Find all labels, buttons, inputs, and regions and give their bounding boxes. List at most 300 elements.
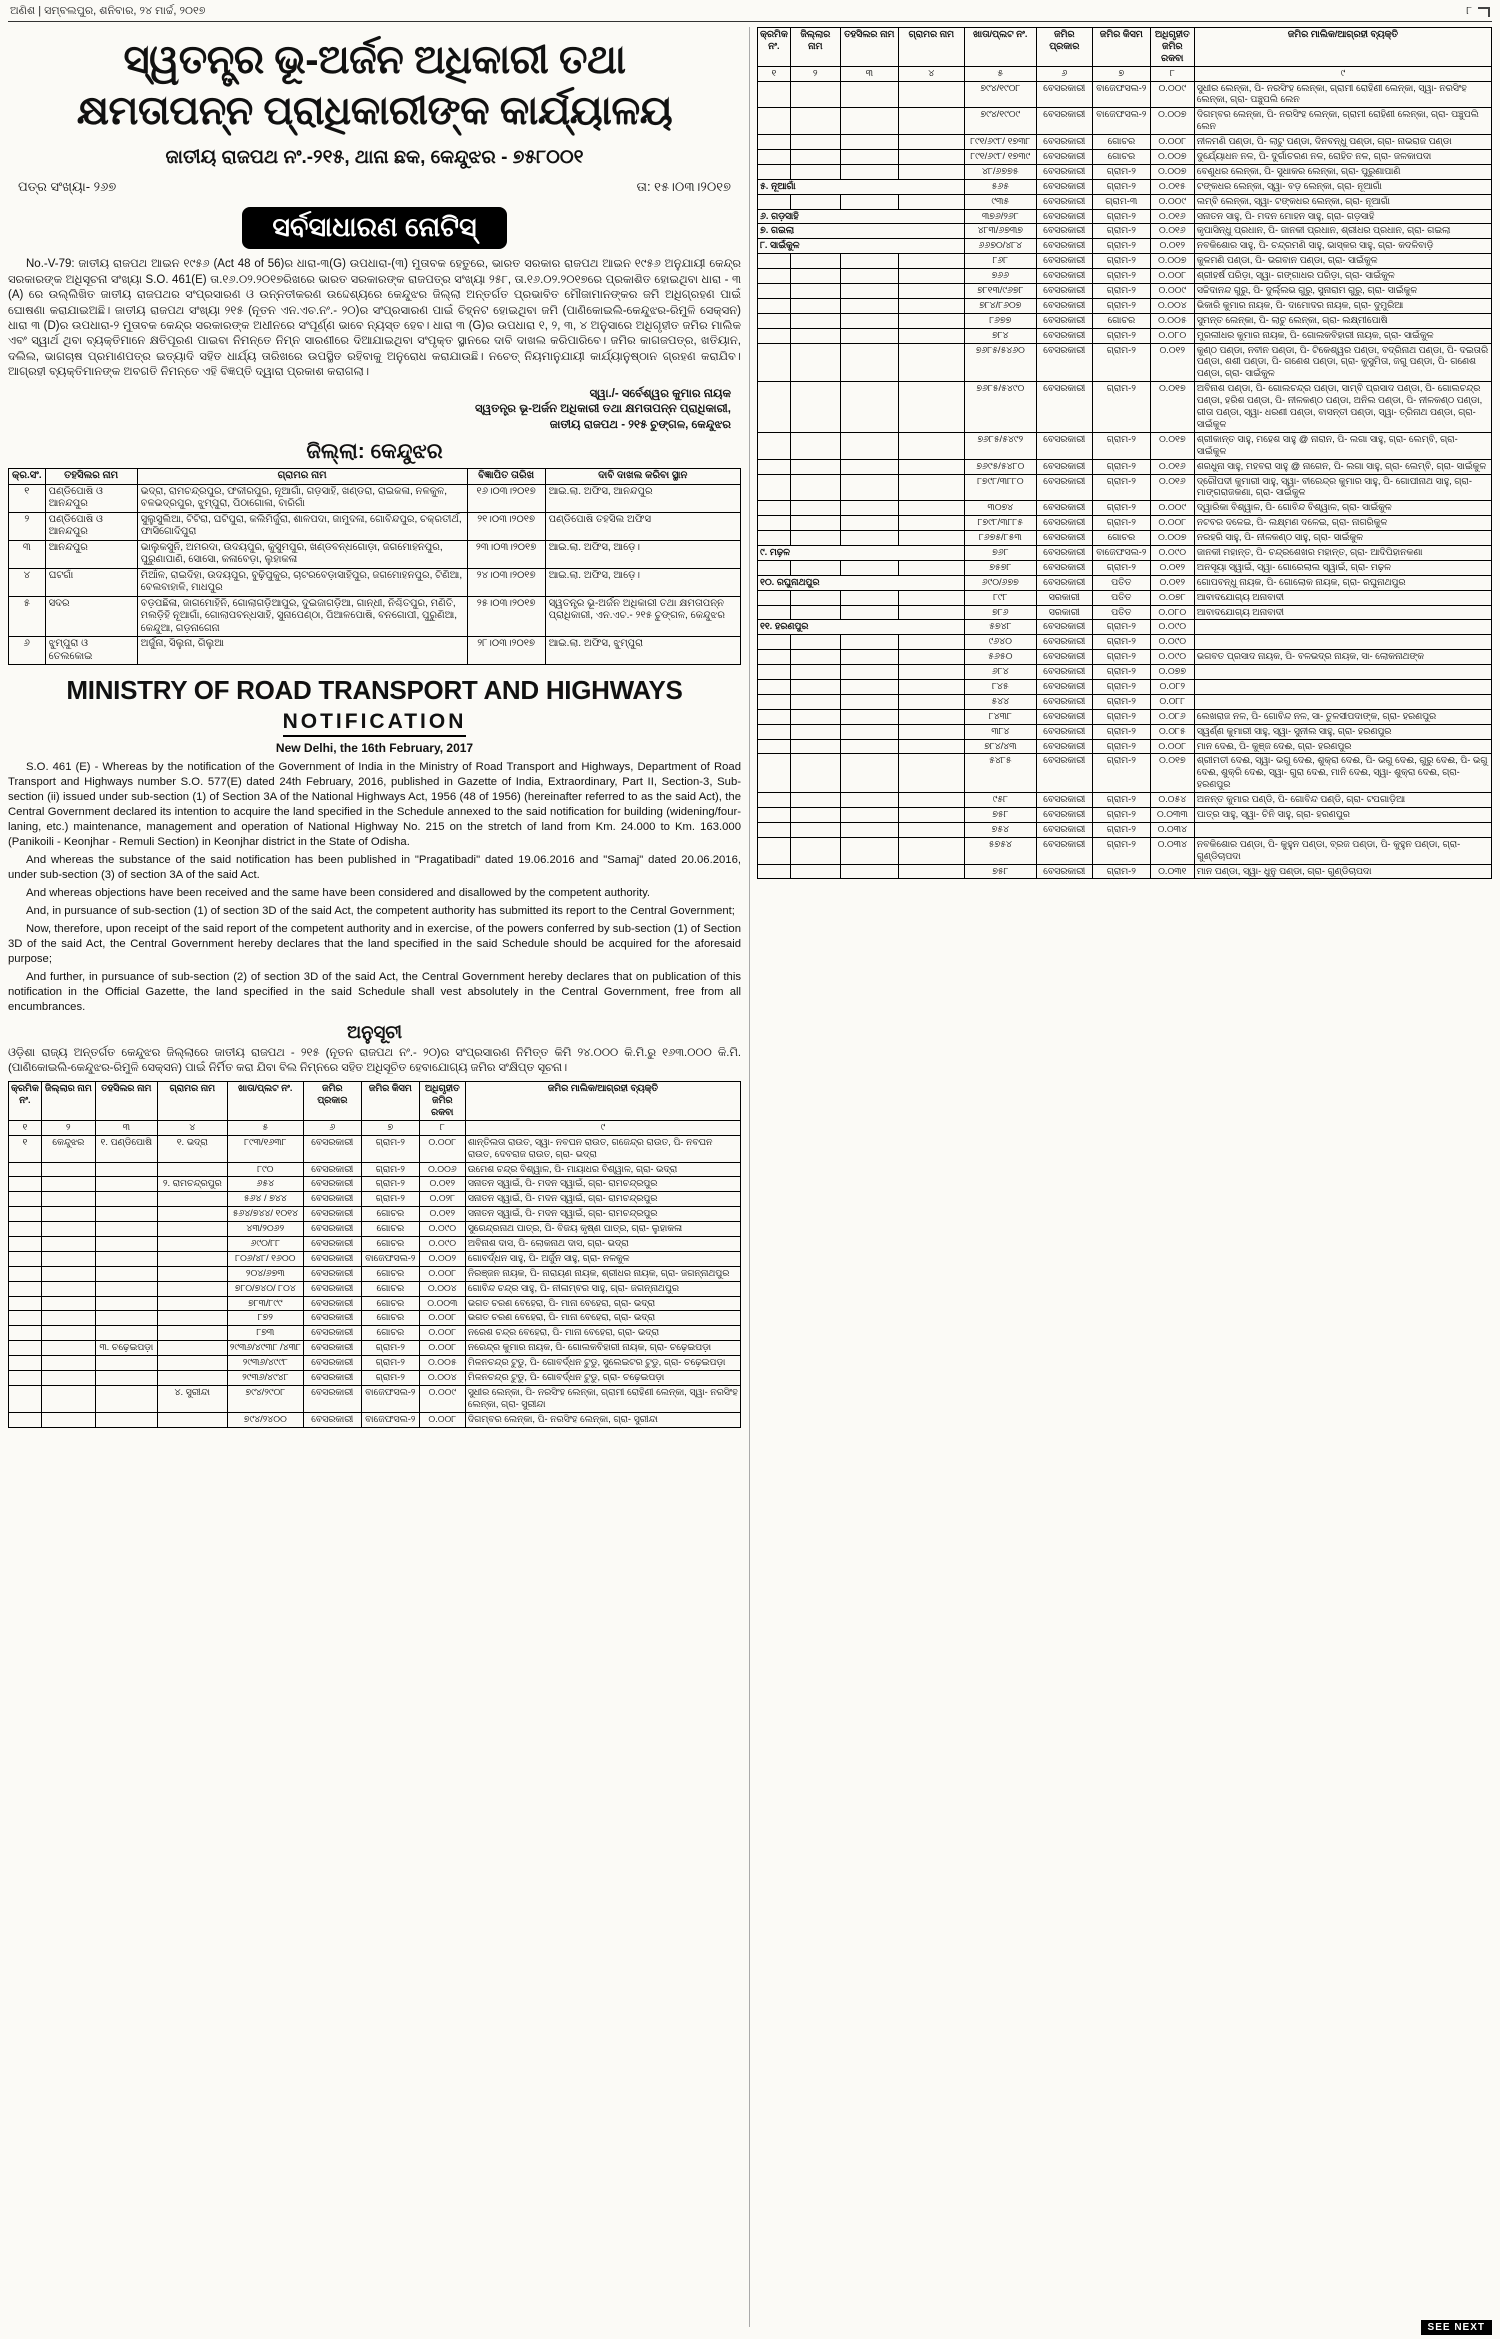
- district-cell: କେନ୍ଦୁଝର: [41, 1135, 95, 1162]
- header-cell: ଗ୍ରାମର ନାମ: [157, 1082, 227, 1121]
- district-cell: [790, 135, 840, 150]
- sl-cell: [758, 194, 791, 209]
- kind-cell: ଗ୍ରାମ-୨: [1092, 635, 1150, 650]
- village-cell: [898, 724, 964, 739]
- kind-cell: ଗୋଚର: [361, 1311, 419, 1326]
- header-cell: ୧: [9, 1120, 42, 1135]
- village-cell: [157, 1266, 227, 1281]
- area-cell: ୦.୦୮୬: [1150, 709, 1194, 724]
- area-cell: ୦.୦୩୩: [1150, 807, 1194, 822]
- sl-cell: [758, 432, 791, 459]
- district-cell: [790, 382, 840, 433]
- office-title-line2: କ୍ଷମତାପନ୍ନ ପ୍ରାଧିକାରୀଙ୍କ କାର୍ଯ୍ୟାଳୟ: [76, 89, 673, 134]
- table-row: [9, 1356, 741, 1371]
- page-number: ୮: [1466, 5, 1472, 17]
- tehsil-cell: [840, 382, 898, 433]
- tehsil-cell: [95, 1296, 157, 1311]
- area-cell: ୦.୦୧୬: [1150, 459, 1194, 474]
- tehsil-cell: [95, 1412, 157, 1427]
- table-row: [758, 620, 1492, 635]
- owner-cell: [1194, 694, 1491, 709]
- district-cell: [790, 837, 840, 864]
- header-cell: ଜମିର ମାଲିକ/ଆଗ୍ରହୀ ବ୍ୟକ୍ତି: [1194, 28, 1491, 67]
- khata-cell: ୭୮୦/୭୪୦/ ୮୦୪: [227, 1281, 303, 1296]
- header-cell: ୮: [419, 1120, 465, 1135]
- village-cell: [898, 739, 964, 754]
- sl-cell: [9, 1341, 42, 1356]
- khata-cell: ୪୩/୨୦୬୨: [227, 1222, 303, 1237]
- area-cell: ୦.୦୧୭: [1150, 754, 1194, 793]
- type-cell: ବେସରକାରୀ: [1036, 793, 1092, 808]
- tehsil-cell: [840, 739, 898, 754]
- kind-cell: ଗୋଚର: [361, 1237, 419, 1252]
- kind-cell: ବାଜେଫସଲ-୨: [361, 1251, 419, 1266]
- khata-cell: ୭୬୯୫/୫୪୮୦: [964, 459, 1036, 474]
- district-cell: [790, 108, 840, 135]
- owner-cell: ଭଗବତ ପ୍ରସାଦ ନାୟକ, ପି- ବଳଭଦ୍ର ନାୟକ, ସା- ଲୋକନାଥଙ୍କ: [1194, 650, 1491, 665]
- table-row: [9, 1385, 741, 1412]
- table-row: [9, 1162, 741, 1177]
- district-cell: [790, 254, 840, 269]
- khata-cell: ୭୫୭୮: [964, 560, 1036, 575]
- area-cell: ୦.୦୦୫: [1150, 313, 1194, 328]
- owner-cell: ଶ୍ରୀମତୀ ଦେଈ, ସ୍ୱା- ଭଗୁ ଦେଈ, ଶୁକ୍ରା ଦେଈ, ପି- ଭଗୁ ଦେଈ, ଗୁରୁ ଦେଈ, ପି- ଭଗୁ ଦେଈ, ଶୁକ୍ରି ଦେଈ, ସ୍ୱା- ଗୁରା ଦେଈ, ମାନି ଦେଈ, ସ୍ୱା- ଶୁକ୍ରା ଦେଈ, ଗ୍ରା- ହରଣପୁର: [1194, 754, 1491, 793]
- kind-cell: ଗ୍ରାମ-୨: [1092, 209, 1150, 224]
- sl-cell: [9, 1266, 42, 1281]
- district-cell: [790, 164, 840, 179]
- tehsil-cell: [95, 1251, 157, 1266]
- kind-cell: ଗ୍ରାମ-୨: [1092, 382, 1150, 433]
- kind-cell: ଗ୍ରାମ-୨: [1092, 328, 1150, 343]
- kind-cell: ଗ୍ରାମ-୨: [1092, 516, 1150, 531]
- header-cell: କ୍ରମିକ ନଂ.: [758, 28, 791, 67]
- area-cell: ୦.୦୧୨: [1150, 560, 1194, 575]
- kind-cell: ଗୋଚର: [361, 1266, 419, 1281]
- sl-cell: [758, 459, 791, 474]
- village-cell: [898, 605, 964, 620]
- sl-cell: [758, 754, 791, 793]
- khata-cell: ୭୯୪/୧୯୦୯: [964, 108, 1036, 135]
- village-cell: [898, 298, 964, 313]
- header-cell: ୨: [41, 1120, 95, 1135]
- tehsil-cell: [95, 1311, 157, 1326]
- khata-cell: ୮୭୩: [227, 1326, 303, 1341]
- sl-cell: [758, 150, 791, 165]
- area-cell: ୦.୦୦୫: [419, 1356, 465, 1371]
- owner-cell: ନରେନ୍ଦ୍ର କୁମାର ନାୟକ, ପି- ଗୋଲକବିହାରୀ ନାୟକ, ଗ୍ରା- ଚଢ଼େଇପଡ଼ା: [465, 1341, 740, 1356]
- owner-cell: ନୀଳମଣି ପଣ୍ଡା, ପି- ଲାଟୁ ପଣ୍ଡା, ଦିନବନ୍ଧୁ ପଣ୍ଡା, ଗ୍ରା- ନାଭରାଜ ପଣ୍ଡା: [1194, 135, 1491, 150]
- sl-cell: [758, 313, 791, 328]
- district-cell: [41, 1281, 95, 1296]
- table-row: [758, 793, 1492, 808]
- header-cell: କ୍ର.ସଂ.: [9, 469, 46, 485]
- type-cell: ବେସରକାରୀ: [1036, 822, 1092, 837]
- khata-cell: ୫୬୪ / ୭୪୪: [227, 1192, 303, 1207]
- owner-cell: ସ୍ୱର୍ଣ୍ଣ କୁମାରୀ ସାହୁ, ସ୍ୱା- ସୁନୀଲ ସାହୁ, ଗ୍ରା- ହରଣପୁର: [1194, 724, 1491, 739]
- tehsil-cell: [840, 531, 898, 546]
- khata-cell: ୭୬୬: [964, 269, 1036, 284]
- type-cell: ବେସରକାରୀ: [303, 1281, 361, 1296]
- type-cell: ବେସରକାରୀ: [1036, 650, 1092, 665]
- tehsil-cell: [840, 516, 898, 531]
- notification-heading-wrap: [8, 710, 741, 737]
- type-cell: ବେସରକାରୀ: [1036, 545, 1092, 560]
- sl-cell: [758, 254, 791, 269]
- kind-cell: ଗ୍ରାମ-୨: [1092, 224, 1150, 239]
- khata-cell: ୬୮୪: [964, 665, 1036, 680]
- owner-cell: ଅବିନାଶ ଦାସ, ପି- ଲୋକନାଥ ଦାସ, ଗ୍ରା- ଭଦ୍ରା: [465, 1237, 740, 1252]
- place-cell: ସ୍ୱତନ୍ତ୍ର ଭୂ-ଅର୍ଜନ ଅଧିକାରୀ ତଥା କ୍ଷମତାପନ୍ନ ପ୍ରାଧିକାରୀ, ଏନ.ଏଚ.- ୨୧୫ ଚୁଙ୍ଗଳ, କେନ୍ଦୁଝର: [545, 596, 740, 637]
- table-row: [758, 590, 1492, 605]
- table-row: [9, 1266, 741, 1281]
- header-cell: ଦାବି ଦାଖଲ କରିବା ସ୍ଥାନ: [545, 469, 740, 485]
- header-cell: ୩: [95, 1120, 157, 1135]
- khata-cell: ୫୬୫: [964, 179, 1036, 194]
- header-cell: ଜିଲ୍ଲାର ନାମ: [790, 28, 840, 67]
- area-cell: ୦.୦୦୭: [1150, 150, 1194, 165]
- sl-cell: [758, 739, 791, 754]
- sl-cell: [758, 590, 791, 605]
- sl-cell: [758, 328, 791, 343]
- village-cell: [898, 807, 964, 822]
- owner-cell: ଗୋବିନ୍ଦ ଚନ୍ଦ୍ର ସାହୁ, ପି- ନୀଳାମ୍ବର ସାହୁ, ଗ୍ରା- ଜଗନ୍ନାଥପୁର: [465, 1281, 740, 1296]
- owner-cell: ବେଣୁଧର ଲେନ୍କା, ପି- ସୁଧାକର ଲେନ୍କା, ଗ୍ରା- ପୁରୁଣାପାଣି: [1194, 164, 1491, 179]
- type-cell: ବେସରକାରୀ: [1036, 432, 1092, 459]
- villages-cell: ସୁଲୁସୁଲିଆ, ଟିଟିରା, ଘଟିପୁରା, କଲିମିର୍ଜୁରା, ଶାଳପଦା, ଜାମୁଦଳା, ଗୋବିନ୍ଦପୁର, ଚକ୍ରତୀର୍ଥ, ଫାସିଗୋଦିପୁରା: [137, 512, 467, 540]
- sl-cell: ୧: [9, 484, 46, 512]
- khata-cell: ୭୯୪/୧୯୦୮: [964, 81, 1036, 108]
- owner-cell: ଅବିନାଶ ପଣ୍ଡା, ପି- ଗୋଲଚନ୍ଦ୍ର ପଣ୍ଡା, ସାମ୍ବି ପ୍ରସାଦ ପଣ୍ଡା, ପି- ଗୋଲଚନ୍ଦ୍ର ପଣ୍ଡା, ହରିଶ ପଣ୍ଡା, ପି- ନୀଳକଣ୍ଠ ପଣ୍ଡା, ଅନିଲ ପଣ୍ଡା, ପି- ନୀଳକଣ୍ଠ ପଣ୍ଡା, ଗୀତା ପଣ୍ଡା, ସ୍ୱା- ଧରଣୀ ପଣ୍ଡା, ବାସନ୍ତୀ ପଣ୍ଡା, ସ୍ୱା- ତ୍ରିନାଥ ପଣ୍ଡା, ଗ୍ରା- ସାଇଁକୁଳ: [1194, 382, 1491, 433]
- table-row: [758, 501, 1492, 516]
- kind-cell: ଗ୍ରାମ-୨: [1092, 709, 1150, 724]
- owner-cell: ଜାନକୀ ମହାନ୍ତ, ପି- ଚନ୍ଦ୍ରଶେଖର ମହାନ୍ତ, ଗ୍ରା- ଆଦିପିହାନକଣା: [1194, 545, 1491, 560]
- table-row: [9, 1311, 741, 1326]
- tehsil-cell: [840, 694, 898, 709]
- table-row: [9, 1222, 741, 1237]
- type-cell: ବେସରକାରୀ: [1036, 575, 1092, 590]
- tehsil-cell: ପଣ୍ଡିପୋଷି ଓ ଆନନ୍ଦପୁର: [45, 484, 137, 512]
- tehsil-cell: [95, 1281, 157, 1296]
- sl-cell: [758, 864, 791, 879]
- type-cell: ବେସରକାରୀ: [1036, 501, 1092, 516]
- khata-cell: ୫୪୪: [964, 694, 1036, 709]
- masthead: [8, 4, 1492, 22]
- district-cell: [41, 1371, 95, 1386]
- village-cell: [898, 635, 964, 650]
- area-cell: ୦.୦୮୨: [1150, 679, 1194, 694]
- sl-cell: ୧: [9, 1135, 42, 1162]
- khata-cell: ୭୬୮: [964, 545, 1036, 560]
- place-cell: ଆଇ.ଲା. ଅଫିସ, ଆନନ୍ଦପୁର: [545, 484, 740, 512]
- tehsil-cell: [840, 724, 898, 739]
- village-group-cell: ୧୧. ହରଣପୁର: [758, 620, 965, 635]
- area-cell: ୦.୦୦୮: [1150, 739, 1194, 754]
- type-cell: ବେସରକାରୀ: [303, 1371, 361, 1386]
- district-cell: [790, 269, 840, 284]
- header-cell: ତହସିଲର ନାମ: [95, 1082, 157, 1121]
- type-cell: ବେସରକାରୀ: [1036, 807, 1092, 822]
- tehsil-cell: [840, 665, 898, 680]
- district-cell: [790, 807, 840, 822]
- header-cell: ୨: [790, 66, 840, 81]
- header-cell: କ୍ରମିକ ନଂ.: [9, 1082, 42, 1121]
- table-row: [758, 81, 1492, 108]
- table-row: [758, 635, 1492, 650]
- tehsil-cell: ଝୁମ୍ପୁରା ଓ ତେଲକୋଇ: [45, 637, 137, 665]
- area-cell: ୦.୦୦୮: [419, 1135, 465, 1162]
- area-cell: ୦.୦୧୬: [1150, 474, 1194, 501]
- tehsil-cell: [95, 1192, 157, 1207]
- khata-cell: ୮୪୫: [964, 679, 1036, 694]
- owner-cell: ସୁରେନ୍ଦ୍ରନାଥ ପାତ୍ର, ପି- ବିଜୟ କୃଷ୍ଣ ପାତ୍ର, ଗ୍ରା- ଲୁହାକଳା: [465, 1222, 740, 1237]
- table-row: [758, 822, 1492, 837]
- tehsil-cell: [840, 328, 898, 343]
- area-cell: ୦.୦୮୮: [1150, 694, 1194, 709]
- khata-cell: ୭୫୮: [964, 864, 1036, 879]
- tehsil-cell: [840, 560, 898, 575]
- header-cell: ତହସିଲର ନାମ: [45, 469, 137, 485]
- village-group-cell: ୮. ସାଇଁକୁଳ: [758, 239, 965, 254]
- kind-cell: ଗ୍ରାମ-୨: [1092, 754, 1150, 793]
- header-cell: ଜମିର କିସମ: [361, 1082, 419, 1121]
- see-next-label: SEE NEXT: [1421, 2320, 1492, 2335]
- table-row: [758, 298, 1492, 313]
- khata-cell: ୪୮୩/୬୭୩୭: [964, 224, 1036, 239]
- tehsil-cell: [840, 254, 898, 269]
- khata-cell: ୭୬୮୫/୫୪୬୦: [964, 343, 1036, 382]
- tehsil-cell: [840, 194, 898, 209]
- header-cell: ଗ୍ରାମର ନାମ: [137, 469, 467, 485]
- kind-cell: ଗ୍ରାମ-୨: [1092, 179, 1150, 194]
- type-cell: ବେସରକାରୀ: [1036, 531, 1092, 546]
- table-row: [758, 837, 1492, 864]
- schedule-right-colnum-row: [758, 66, 1492, 81]
- area-cell: ୦.୦୧୫: [1150, 179, 1194, 194]
- table-row: [758, 135, 1492, 150]
- table-row: [9, 1296, 741, 1311]
- area-cell: ୦.୦୩୪: [1150, 837, 1194, 864]
- khata-cell: ୫୬୪/୭୪୪/ ୧୦୧୪: [227, 1207, 303, 1222]
- kind-cell: ଗୋଚର: [361, 1326, 419, 1341]
- area-cell: ୦.୦୧୨: [419, 1177, 465, 1192]
- notification-body: [8, 760, 741, 1015]
- villages-cell: ଭଦ୍ରା, ରାମଚନ୍ଦ୍ରପୁର, ଫକୀରପୁର, ନୂଆଗାଁ, ଗଡ଼ସାହି, ଖଣ୍ଡରା, ରାଇକଳା, ନଳକୁଳ, ବଳଭଦ୍ରପୁର, ଝୁମ୍ପୁରା, ପିଠାଗୋଳା, ବାରିଗାଁ: [137, 484, 467, 512]
- khata-cell: ୭୮୧୩/୯୬୭୮: [964, 284, 1036, 299]
- district-table-header-row: [9, 469, 741, 485]
- table-row: [758, 284, 1492, 299]
- area-cell: ୦.୦୧୨: [1150, 575, 1194, 590]
- khata-cell: ୭୯୪/୨୯୦୮: [227, 1385, 303, 1412]
- tehsil-cell: [840, 313, 898, 328]
- area-cell: ୦.୦୦୪: [419, 1281, 465, 1296]
- owner-cell: ମିଳନଚନ୍ଦ୍ର ଟୁଡୁ, ପି- ଗୋବର୍ଦ୍ଧନ ଟୁଡୁ, ଗ୍ରା- ଚଢ଼େଇପଡ଼ା: [465, 1371, 740, 1386]
- village-cell: [898, 665, 964, 680]
- header-cell: ୮: [1150, 66, 1194, 81]
- village-cell: [157, 1192, 227, 1207]
- kind-cell: ଗ୍ରାମ-୨: [1092, 807, 1150, 822]
- tehsil-cell: [840, 432, 898, 459]
- tehsil-cell: [95, 1385, 157, 1412]
- owner-cell: ନବକିଶୋର ସାହୁ, ପି- ଚନ୍ଦ୍ରମଣି ସାହୁ, ଭାସ୍କର ସାହୁ, ଗ୍ରା- କଦଳିବାଡ଼ି: [1194, 239, 1491, 254]
- khata-cell: ୮୯୦: [227, 1162, 303, 1177]
- kind-cell: ଗୋଚର: [1092, 150, 1150, 165]
- type-cell: ବେସରକାରୀ: [1036, 328, 1092, 343]
- khata-cell: ୨୯୩୬/୪୯୯୮: [227, 1356, 303, 1371]
- district-cell: [790, 328, 840, 343]
- table-row: [758, 108, 1492, 135]
- type-cell: ବେସରକାରୀ: [303, 1326, 361, 1341]
- district-cell: [790, 284, 840, 299]
- district-cell: [790, 459, 840, 474]
- table-row: [758, 807, 1492, 822]
- signature-block: [8, 387, 731, 434]
- tehsil-cell: ଘଟଗାଁ: [45, 568, 137, 596]
- kind-cell: ଗ୍ରାମ-୨: [1092, 694, 1150, 709]
- khata-cell: ୨୯୩୬/୪୯୪୮: [227, 1371, 303, 1386]
- header-cell: ୬: [303, 1120, 361, 1135]
- district-cell: [790, 724, 840, 739]
- table-row: [758, 665, 1492, 680]
- khata-cell: ୭୮୩/୮୯୯: [227, 1296, 303, 1311]
- khata-cell: ୮୬୭୫/୮୫୩: [964, 531, 1036, 546]
- district-cell: [41, 1385, 95, 1412]
- area-cell: ୦.୦୦୭: [1150, 254, 1194, 269]
- sl-cell: [758, 694, 791, 709]
- village-cell: [898, 313, 964, 328]
- owner-cell: ଅନନ୍ତ କୁମାର ପଣ୍ଡି, ପି- ଗୋବିନ୍ଦ ପଣ୍ଡି, ଗ୍ରା- ଟପଗାଡ଼ିଆ: [1194, 793, 1491, 808]
- owner-cell: ଭଗତ ଚରଣ ବେହେରା, ପି- ମାନା ବେହେରା, ଗ୍ରା- ଭଦ୍ରା: [465, 1311, 740, 1326]
- header-cell: ଜମିର ପ୍ରକାର: [303, 1082, 361, 1121]
- notification-paragraph: And, in pursuance of sub-section (1) of section 3D of the said Act, the competent authority has submitted its report to the Central Government;: [26, 905, 735, 918]
- sl-cell: [9, 1371, 42, 1386]
- owner-cell: ଲେଖରାଜ ନଳ, ପି- ଗୋବିନ୍ଦ ନଳ, ସା- ତୁଳସୀପଦାଙ୍କ, ଗ୍ରା- ହରଣପୁର: [1194, 709, 1491, 724]
- date-cell: ୨୧।୦୩।୨୦୧୭: [467, 512, 545, 540]
- area-cell: ୦.୦୦୭: [1150, 108, 1194, 135]
- kind-cell: ଗ୍ରାମ-୨: [361, 1135, 419, 1162]
- tehsil-cell: [840, 501, 898, 516]
- village-cell: [898, 501, 964, 516]
- header-cell: ଖାତା/ପ୍ଲଟ ନଂ.: [964, 28, 1036, 67]
- tehsil-cell: [840, 284, 898, 299]
- area-cell: ୦.୦୦୯: [1150, 284, 1194, 299]
- khata-cell: ୫୪୮୫: [964, 754, 1036, 793]
- village-cell: [157, 1222, 227, 1237]
- khata-cell: ୮୪୩୮: [964, 709, 1036, 724]
- village-cell: [157, 1371, 227, 1386]
- village-cell: [157, 1412, 227, 1427]
- district-cell: [790, 313, 840, 328]
- village-cell: [898, 343, 964, 382]
- sl-cell: [758, 531, 791, 546]
- sl-cell: [758, 81, 791, 108]
- table-row: [758, 150, 1492, 165]
- kind-cell: ଗ୍ରାମ-୨: [1092, 837, 1150, 864]
- schedule-heading: ଅନୁସୂଚୀ: [346, 1022, 403, 1043]
- district-cell: [790, 793, 840, 808]
- header-cell: ୫: [227, 1120, 303, 1135]
- sl-cell: [9, 1237, 42, 1252]
- village-cell: [898, 382, 964, 433]
- sl-cell: [758, 665, 791, 680]
- type-cell: ବେସରକାରୀ: [303, 1177, 361, 1192]
- type-cell: ବେସରକାରୀ: [1036, 298, 1092, 313]
- kind-cell: ଗୋଚର: [361, 1207, 419, 1222]
- sl-cell: [9, 1296, 42, 1311]
- owner-cell: [1194, 665, 1491, 680]
- sl-cell: ୩: [9, 540, 46, 568]
- header-cell: ୪: [898, 66, 964, 81]
- khata-cell: ୭୮୪: [964, 328, 1036, 343]
- kind-cell: ଗୋଚର: [1092, 531, 1150, 546]
- owner-cell: କୁଳମଣି ପଣ୍ଡା, ପି- ଭଗବାନ ପଣ୍ଡା, ଗ୍ରା- ସାଇଁକୁଳ: [1194, 254, 1491, 269]
- type-cell: ବେସରକାରୀ: [303, 1296, 361, 1311]
- type-cell: ବେସରକାରୀ: [1036, 343, 1092, 382]
- crop-mark-icon: [1478, 7, 1490, 17]
- kind-cell: ବାଜେଫସଲ-୨: [361, 1385, 419, 1412]
- sl-cell: [9, 1412, 42, 1427]
- khata-cell: ୫୭୫୪: [964, 837, 1036, 864]
- type-cell: ବେସରକାରୀ: [303, 1192, 361, 1207]
- type-cell: ବେସରକାରୀ: [1036, 284, 1092, 299]
- left-column: [8, 27, 750, 2327]
- tehsil-cell: [840, 807, 898, 822]
- table-row: [758, 545, 1492, 560]
- area-cell: ୦.୦୧୭: [1150, 382, 1194, 433]
- village-cell: [898, 650, 964, 665]
- notification-paragraph: S.O. 461 (E) - Whereas by the notification of the Government of India in the Ministry of Road Transport and Highways, Department of Road Transport and Highways number S.O. 577(E) dated 24th February, 2016, published in Gazette of India, Extraordinary, Part II, Section-3, Sub-section (ii) issued under sub-section (1) of Section 3A of the National Highways Act, 1956 (48 of 1956) (hereinafter referred to as the said Act), the Central Government declared its intention to acquire the land specified in the Schedule annexed to the said notification for building (widening/four-laning, etc.) maintenance, management and operation of National Highway No. 215 on the stretch of land from Km. 24.000 to Km. 163.000 (Panikoili - Keonjhar - Remuli Section) in Keonjhar district in the State of Odisha.: [8, 761, 741, 849]
- type-cell: ବେସରକାରୀ: [1036, 313, 1092, 328]
- header-cell: ଜମିର ମାଲିକ/ଆଗ୍ରହୀ ବ୍ୟକ୍ତି: [465, 1082, 740, 1121]
- khata-cell: ୭୬୮୫/୫୪୯୦: [964, 382, 1036, 433]
- owner-cell: ଦିଗମ୍ବର ଲେନ୍କା, ପି- ନରସିଂହ ଲେନ୍କା, ଗ୍ରାମୀ ରୋହିଣୀ ଲେନ୍କା, ଗ୍ରା- ପଞ୍ଚୁପଲି ଲେନ: [1194, 108, 1491, 135]
- type-cell: ବେସରକାରୀ: [1036, 724, 1092, 739]
- table-row: [758, 459, 1492, 474]
- tehsil-cell: [840, 135, 898, 150]
- table-row: [758, 179, 1492, 194]
- sl-cell: [758, 679, 791, 694]
- village-cell: [898, 837, 964, 864]
- type-cell: ବେସରକାରୀ: [303, 1222, 361, 1237]
- kind-cell: ଗ୍ରାମ-୨: [1092, 724, 1150, 739]
- tehsil-cell: [95, 1207, 157, 1222]
- khata-cell: ୯୩୫: [964, 194, 1036, 209]
- tehsil-cell: ପଣ୍ଡିପୋଷି ଓ ଆନନ୍ଦପୁର: [45, 512, 137, 540]
- tehsil-cell: [840, 81, 898, 108]
- owner-cell: [1194, 679, 1491, 694]
- type-cell: ବେସରକାରୀ: [1036, 474, 1092, 501]
- district-cell: [41, 1412, 95, 1427]
- type-cell: ବେସରକାରୀ: [303, 1266, 361, 1281]
- type-cell: ବେସରକାରୀ: [303, 1311, 361, 1326]
- sl-cell: [9, 1251, 42, 1266]
- area-cell: ୦.୦୦୪: [419, 1371, 465, 1386]
- tehsil-cell: [840, 822, 898, 837]
- owner-cell: [1194, 620, 1491, 635]
- district-cell: [41, 1222, 95, 1237]
- kind-cell: ଗ୍ରାମ-୨: [1092, 620, 1150, 635]
- header-cell: ୬: [1036, 66, 1092, 81]
- sl-cell: [758, 298, 791, 313]
- owner-cell: ଦ୍ୱାରିକା ବିଶ୍ୱାଳ, ପି- ଗୋବିନ୍ଦ ବିଶ୍ୱାଳ, ଗ୍ରା- ସାଇଁକୁଳ: [1194, 501, 1491, 516]
- area-cell: ୦.୦୦୯: [1150, 81, 1194, 108]
- kind-cell: ଗ୍ରାମ-୨: [1092, 284, 1150, 299]
- kind-cell: ଗ୍ରାମ-୨: [361, 1371, 419, 1386]
- khata-cell: ୮୯୩/୧୬୩୮: [227, 1135, 303, 1162]
- sl-cell: ୨: [9, 512, 46, 540]
- owner-cell: ଶରଧୁନା ସାହୁ, ମହବରା ସାହୁ @ ନାଗେନ, ପି- ଲଗା ସାହୁ, ଗ୍ରା- ଲେମ୍ବି, ଗ୍ରା- ସାଇଁକୁଳ: [1194, 459, 1491, 474]
- owner-cell: ନିରଞ୍ଜନ ନାୟକ, ପି- ନାରାୟଣ ନାୟକ, ଶ୍ରୀଧର ନାୟକ, ଗ୍ରା- ଜଗନ୍ନାଥପୁର: [465, 1266, 740, 1281]
- district-cell: [41, 1311, 95, 1326]
